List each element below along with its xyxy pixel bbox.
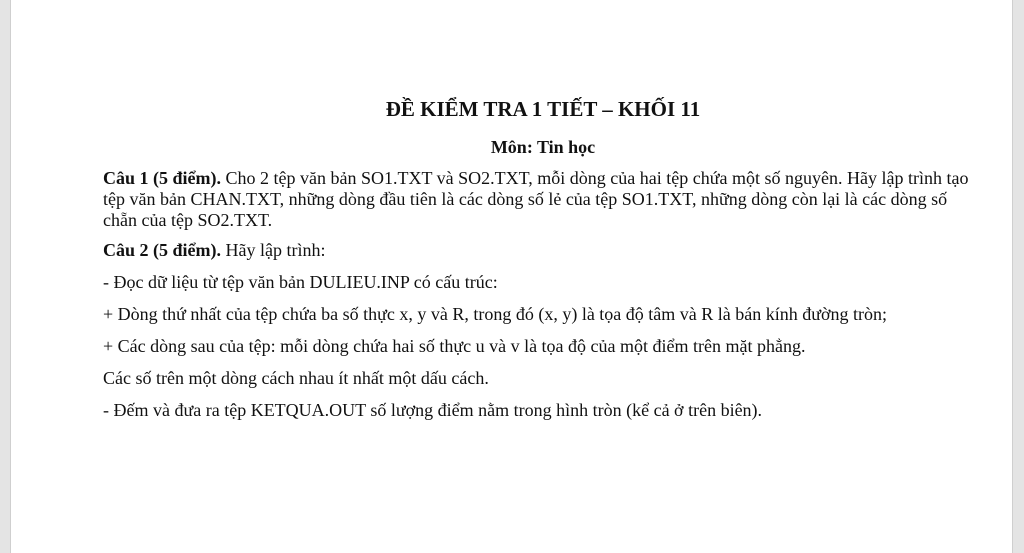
exam-title: ĐỀ KIỂM TRA 1 TIẾT – KHỐI 11 (385, 97, 701, 121)
question-1-label: Câu 1 (5 điểm). (103, 168, 221, 188)
question-2-line-separator: Các số trên một dòng cách nhau ít nhất một dấu cách. (103, 368, 489, 388)
question-2-line-count: - Đếm và đưa ra tệp KETQUA.OUT số lượng điểm nằm trong hình tròn (kể cả ở trên biên). (103, 400, 763, 420)
question-2-label: Câu 2 (5 điểm). (103, 240, 221, 260)
question-2-line-first-row: + Dòng thứ nhất của tệp chứa ba số thực x, y và R, trong đó (x, y) là tọa độ tâm và R là bán kính đường tròn; (103, 304, 888, 324)
question-2-line-read: - Đọc dữ liệu từ tệp văn bản DULIEU.INP có cấu trúc: (103, 272, 498, 292)
question-2 (103, 240, 983, 261)
question-2-line-next-rows: + Các dòng sau của tệp: mỗi dòng chứa hai số thực u và v là tọa độ của một điểm trên mặt phẳng. (103, 336, 806, 356)
question-1-text: Cho 2 tệp văn bản SO1.TXT và SO2.TXT, mỗi dòng của hai tệp chứa một số nguyên. Hãy lập trình tạo tệp văn bản CHAN.TXT, những dòng đầu tiên là các dòng số lẻ của tệp SO1.TXT, những dòng còn lại là các dòng số chẵn của tệp SO2.TXT. (103, 168, 969, 230)
question-2-text: Hãy lập trình: (221, 240, 326, 260)
question-1 (103, 168, 983, 231)
exam-subject: Môn: Tin học (490, 137, 596, 157)
document-content (103, 96, 983, 421)
document-page (10, 0, 1013, 553)
